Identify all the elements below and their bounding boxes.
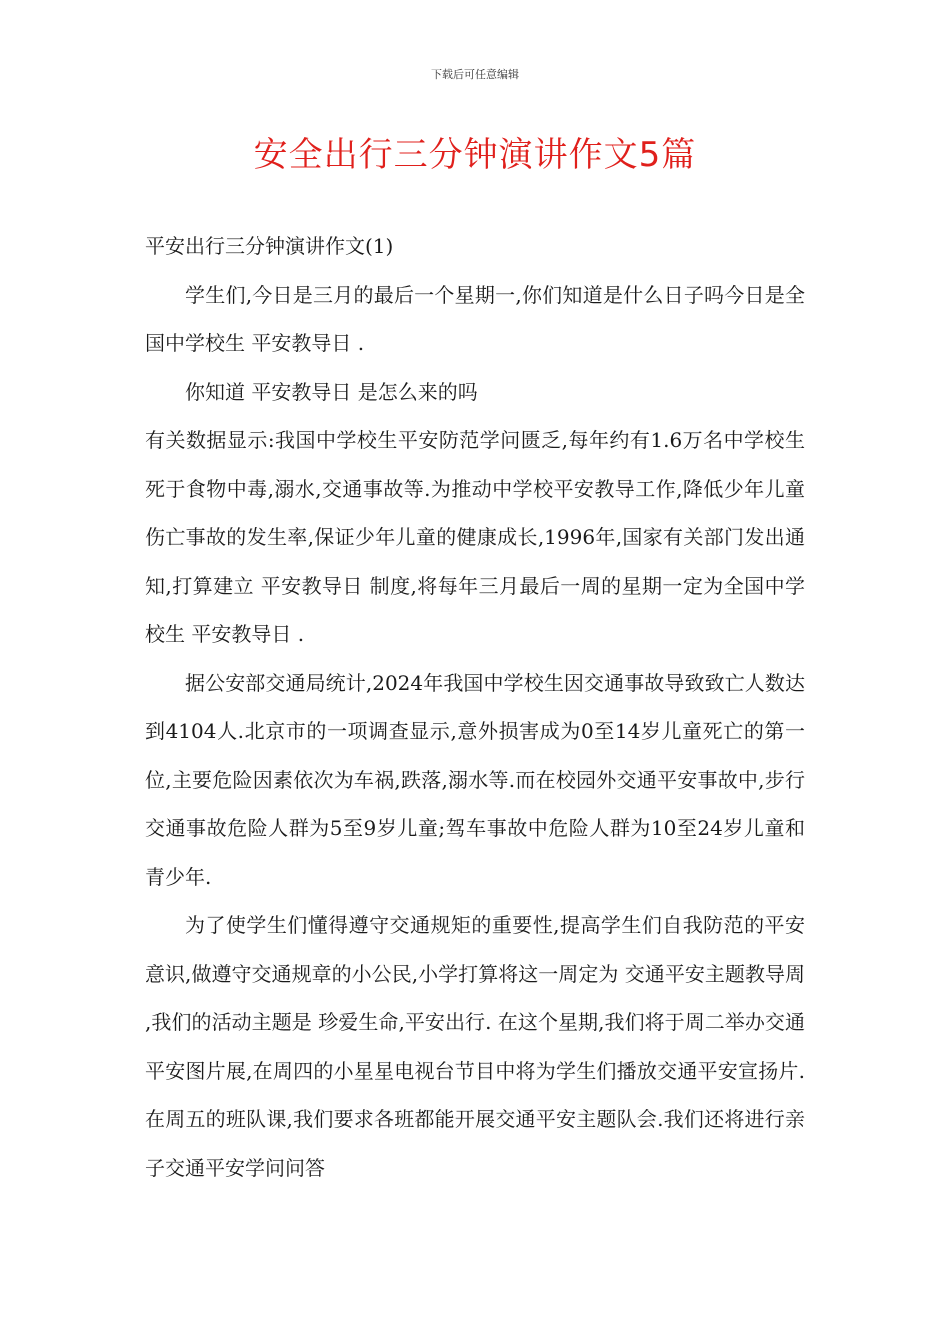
paragraph: 你知道 平安教导日 是怎么来的吗 [185,379,478,404]
section-heading: 平安出行三分钟演讲作文(1) [145,234,394,258]
header-note: 下载后可任意编辑 [431,68,519,81]
document-title: 安全出行三分钟演讲作文5篇 [253,135,697,175]
document-body [145,222,805,1192]
paragraph: 据公安部交通局统计,2024年我国中学校生因交通事故导致致亡人数达到4104人.北京市的一项调查显示,意外损害成为0至14岁儿童死亡的第一位,主要危险因素依次为车祸,跌落,溺水等.而在校园外交通平安事故中,步行交通事故危险人群为5至9岁儿童;驾车事故中危险人群为10至24岁儿童和青少年. [145,670,805,889]
paragraph: 为了使学生们懂得遵守交通规矩的重要性,提高学生们自我防范的平安意识,做遵守交通规章的小公民,小学打算将这一周定为 交通平安主题教导周 ,我们的活动主题是 珍爱生命,平安出行. 在这个星期,我们将于周二举办交通平安图片展,在周四的小星星电视台节目中将为学生们播放交通平安宣扬片.在周五的班队课,我们要求各班都能开展交通平安主题队会.我们还将进行亲子交通平安学问问答 [145,913,805,1180]
paragraph: 学生们,今日是三月的最后一个星期一,你们知道是什么日子吗今日是全国中学校生 平安教导日 . [145,282,805,355]
paragraph: 有关数据显示:我国中学校生平安防范学问匮乏,每年约有1.6万名中学校生死于食物中毒,溺水,交通事故等.为推动中学校平安教导工作,降低少年儿童伤亡事故的发生率,保证少年儿童的健康成长,1996年,国家有关部门发出通知,打算建立 平安教导日 制度,将每年三月最后一周的星期一定为全国中学校生 平安教导日 . [145,428,805,646]
